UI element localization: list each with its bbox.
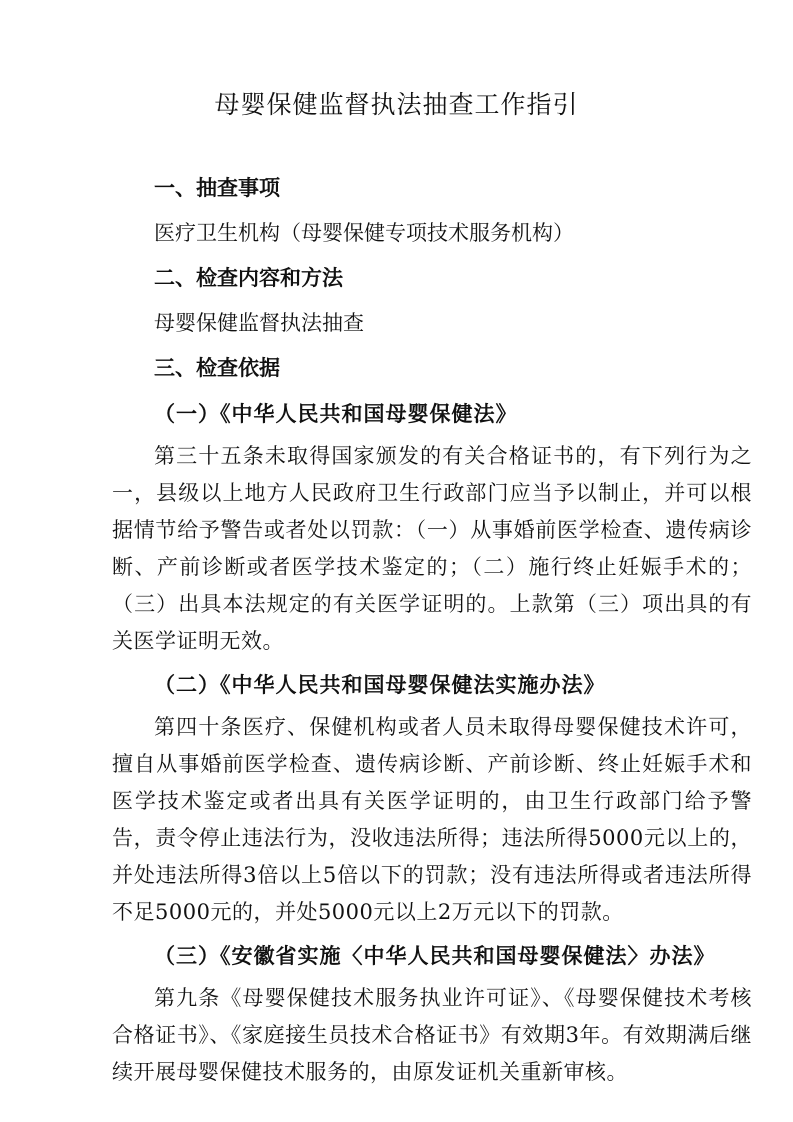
section-text-1: 医疗卫生机构（母婴保健专项技术服务机构） [154, 221, 574, 245]
basis-text-2: 第四十条医疗、保健机构或者人员未取得母婴保健技术许可，擅自从事婚前医学检查、遗传病诊断、产前诊断、终止妊娠手术和医学技术鉴定或者出具有关医学证明的，由卫生行政部门给予警告，责令停止违法行为，没收违法所得；违法所得5000元以上的，并处违法所得3倍以上5倍以下的罚款；没有违法所得或者违法所得不足5000元的，并处5000元以上2万元以下的罚款。 [112, 715, 752, 924]
basis-text-3: 第九条《母婴保健技术服务执业许可证》、《母婴保健技术考核合格证书》、《家庭接生员技术合格证书》有效期3年。有效期满后继续开展母婴保健技术服务的，由原发证机关重新审核。 [112, 986, 752, 1084]
page-title: 母婴保健监督执法抽查工作指引 [214, 90, 579, 119]
section-heading-3: 三、检查依据 [154, 356, 280, 380]
basis-law-2: （二）《中华人民共和国母婴保健法实施办法》 [154, 672, 606, 697]
section-heading-2: 二、检查内容和方法 [154, 266, 343, 290]
basis-text-1: 第三十五条未取得国家颁发的有关合格证书的，有下列行为之一，县级以上地方人民政府卫生行政部门应当予以制止，并可以根据情节给予警告或者处以罚款：（一）从事婚前医学检查、遗传病诊断、产前诊断或者医学技术鉴定的；（二）施行终止妊娠手术的；（三）出具本法规定的有关医学证明的。上款第（三）项出具的有关医学证明无效。 [112, 444, 752, 653]
document-body [112, 170, 752, 1097]
basis-law-1: （一）《中华人民共和国母婴保健法》 [154, 401, 518, 426]
section-text-2: 母婴保健监督执法抽查 [154, 311, 364, 335]
section-heading-1: 一、抽查事项 [154, 176, 280, 200]
basis-law-3: （三）《安徽省实施〈中华人民共和国母婴保健法〉办法》 [154, 943, 716, 968]
